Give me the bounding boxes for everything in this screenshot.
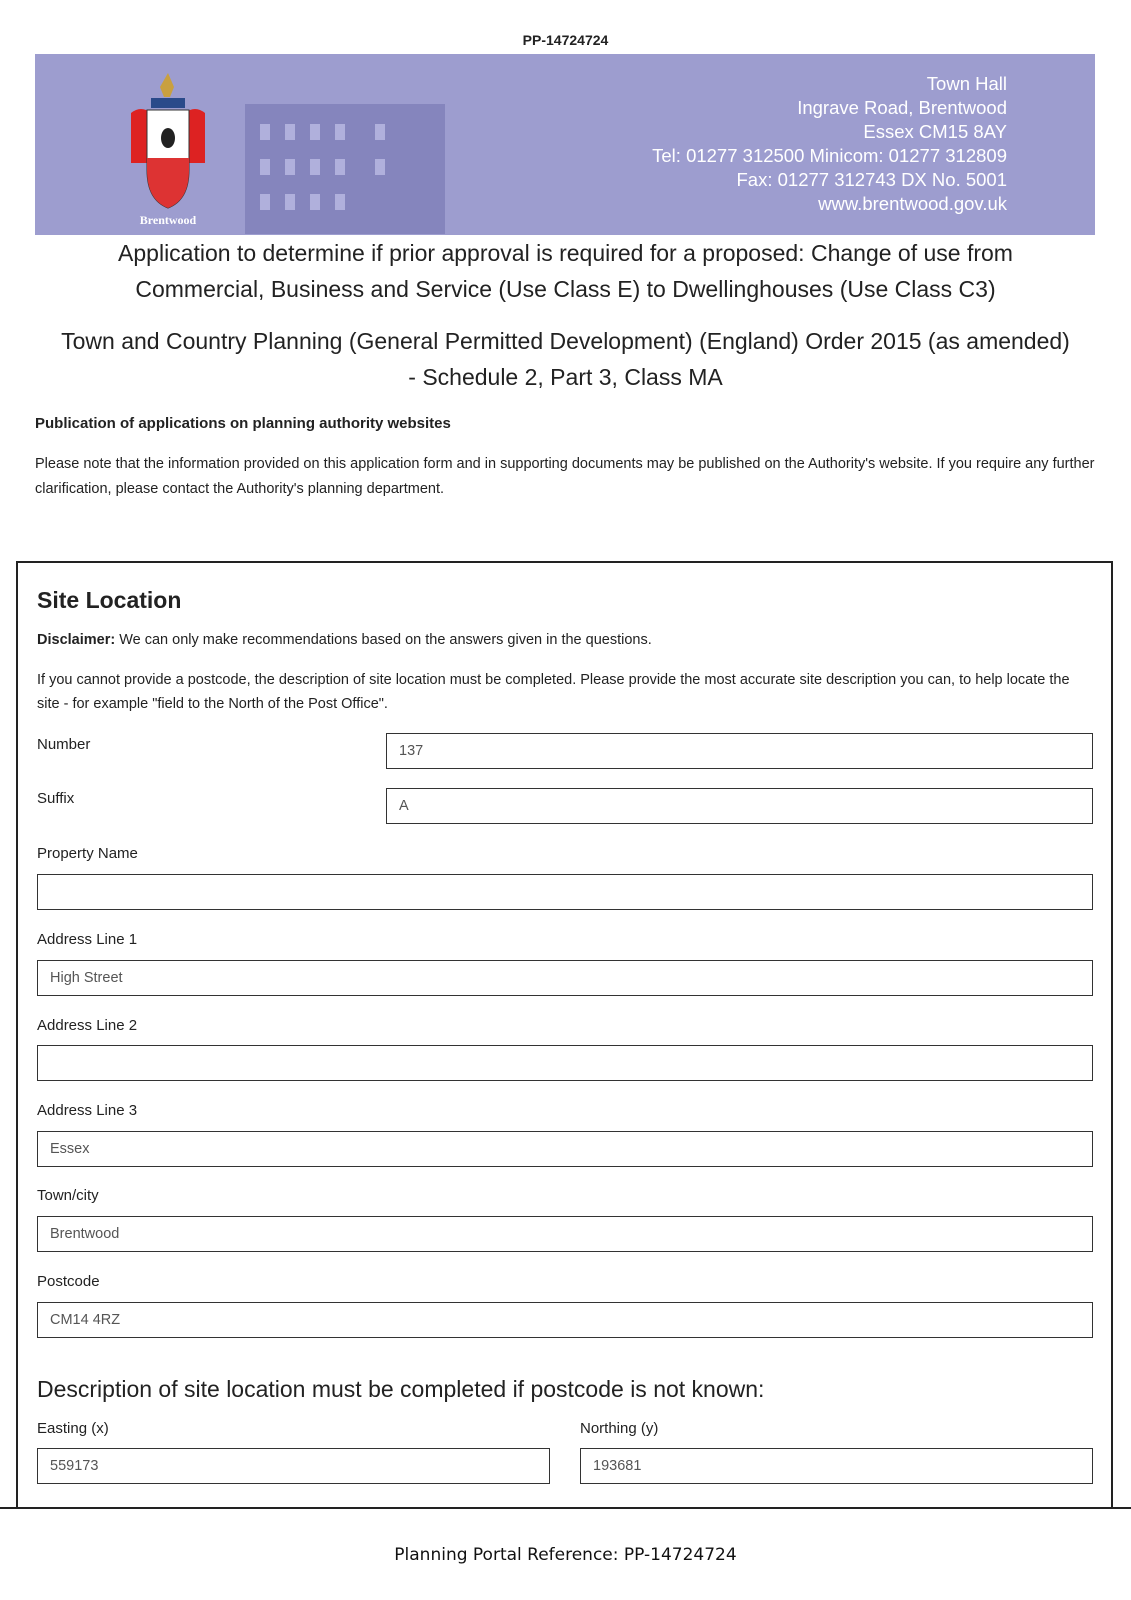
council-address <box>652 72 1007 216</box>
town-label: Town/city <box>37 1187 99 1204</box>
address-line-1-field[interactable]: High Street <box>37 960 1093 996</box>
northing-label: Northing (y) <box>580 1420 659 1437</box>
logo-text: Brentwood <box>139 213 197 227</box>
postcode-field[interactable]: CM14 4RZ <box>37 1302 1093 1338</box>
address-line: Ingrave Road, Brentwood <box>797 97 1007 118</box>
description-heading: Description of site location must be completed if postcode is not known: <box>37 1376 765 1402</box>
town-field[interactable]: Brentwood <box>37 1216 1093 1252</box>
publication-text: Please note that the information provided on this application form and in supporting documents may be published on the Authority's website. If you require any further clarification, please contact the Authority's planning department. <box>35 456 1095 497</box>
address-line-3-field[interactable]: Essex <box>37 1131 1093 1167</box>
council-website: www.brentwood.gov.uk <box>818 193 1007 214</box>
disclaimer-label: Disclaimer: <box>37 632 116 648</box>
address-line: Town Hall <box>926 73 1007 94</box>
disclaimer-text: We can only make recommendations based on the answers given in the questions. <box>115 632 652 648</box>
property-name-label: Property Name <box>37 845 138 862</box>
contact-phone: Tel: 01277 312500 Minicom: 01277 312809 <box>652 145 1007 166</box>
form-title: Application to determine if prior approval is required for a proposed: Change of use from Commercial, Business and Service (Use Class E) to Dwellinghouses (Use Class C3) <box>118 240 1013 302</box>
address-line-2-label: Address Line 2 <box>37 1017 138 1034</box>
number-label: Number <box>37 736 91 753</box>
address-line: Essex CM15 8AY <box>863 121 1007 142</box>
suffix-label: Suffix <box>37 790 75 807</box>
postcode-label: Postcode <box>37 1273 100 1290</box>
address-line-2-field[interactable] <box>37 1045 1093 1081</box>
page-divider <box>0 1507 1131 1509</box>
town-hall-image <box>235 84 475 234</box>
council-crest-logo <box>123 68 213 228</box>
disclaimer <box>37 628 1087 652</box>
council-banner <box>35 54 1095 235</box>
address-line-1-label: Address Line 1 <box>37 931 138 948</box>
northing-field[interactable]: 193681 <box>580 1448 1093 1484</box>
section-heading: Site Location <box>37 587 182 613</box>
number-field[interactable]: 137 <box>386 733 1093 769</box>
form-subtitle: Town and Country Planning (General Permitted Development) (England) Order 2015 (as amended) - Schedule 2, Part 3, Class MA <box>61 328 1070 390</box>
property-name-field[interactable] <box>37 874 1093 910</box>
suffix-field[interactable]: A <box>386 788 1093 824</box>
instructions: If you cannot provide a postcode, the description of site location must be completed. Please provide the most accurate site description you can, to help locate the site - for example "field to the North of the Post Office". <box>37 672 1070 712</box>
address-line-3-label: Address Line 3 <box>37 1102 138 1119</box>
easting-field[interactable]: 559173 <box>37 1448 550 1484</box>
publication-heading: Publication of applications on planning authority websites <box>35 415 451 432</box>
easting-label: Easting (x) <box>37 1420 109 1437</box>
reference-header: PP-14724724 <box>522 32 609 48</box>
footer-reference: Planning Portal Reference: PP-14724724 <box>394 1545 737 1565</box>
contact-fax: Fax: 01277 312743 DX No. 5001 <box>736 169 1007 190</box>
